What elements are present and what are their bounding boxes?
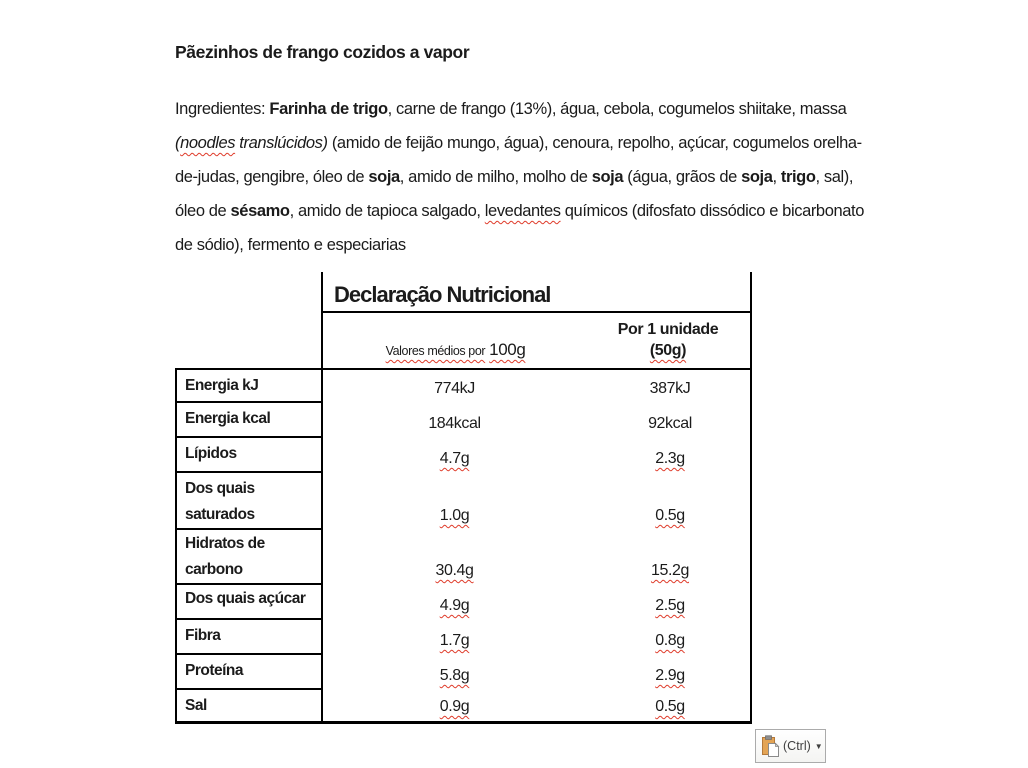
row-label: Fibra [175, 620, 321, 655]
row-label: Dos quais saturados [175, 473, 321, 530]
text-run: , carne de frango (13%), água, cebola, cogumelos shiitake, massa [387, 100, 847, 118]
table-row [175, 473, 752, 528]
text-run: , amido de tapioca salgado, [289, 202, 485, 220]
row-label: Hidratos de carbono [175, 528, 321, 585]
value-per-unit: 15.2g [650, 562, 690, 579]
clipboard-paste-icon [761, 735, 780, 758]
paste-options-label: (Ctrl) [783, 739, 811, 753]
table-row [175, 690, 752, 721]
table-row [175, 655, 752, 690]
text-run: soja [368, 168, 400, 186]
value-per-unit: 2.9g [655, 667, 685, 684]
text-run: químicos (difosfato dissódico e bicarbonato de sódio), fermento e especiarias [175, 202, 865, 254]
table-row [175, 583, 752, 620]
column-header-per-unit [588, 315, 748, 366]
per-unit-line1: Por 1 unidade [617, 321, 719, 338]
text-run: , sal), óleo de [175, 168, 854, 220]
row-label: Proteína [175, 655, 321, 690]
text-run: trigo [780, 168, 816, 186]
text-run: translúcidos) [235, 134, 328, 152]
column-header-per-100g [323, 315, 588, 366]
text-run: levedantes [484, 202, 561, 220]
row-label: Sal [175, 690, 321, 721]
page-title: Pãezinhos de frango cozidos a vapor [175, 42, 470, 62]
text-run: noodles [180, 134, 236, 152]
table-row [175, 528, 752, 583]
value-per-unit: 387kJ [649, 380, 691, 397]
value-per-100g: 184kcal [428, 415, 481, 432]
row-label: Dos quais açúcar [175, 583, 321, 620]
table-row [175, 438, 752, 473]
text-run: sésamo [230, 202, 290, 220]
text-run: soja [591, 168, 624, 186]
text-run: (amido de feijão mungo, água), cenoura, repolho, açúcar, cogumelos orelha-de-judas, gengibre, óleo de [175, 134, 862, 186]
text-run: , [772, 168, 781, 186]
per-100g-amount: 100g [489, 340, 526, 359]
text-run: Farinha de trigo [269, 100, 388, 118]
table-row [175, 620, 752, 655]
table-row [175, 370, 752, 403]
table-body [175, 368, 752, 724]
text-run: (água, grãos de [623, 168, 742, 186]
value-per-100g: 4.9g [439, 597, 470, 614]
value-per-100g: 1.0g [439, 507, 470, 524]
text-run: Ingredientes: [175, 100, 270, 118]
paste-options-button[interactable] [755, 729, 826, 763]
text-run: ( [175, 134, 181, 152]
dropdown-arrow-icon[interactable]: ▼ [814, 741, 823, 751]
row-label: Energia kJ [175, 370, 321, 403]
value-per-100g: 5.8g [439, 667, 470, 684]
table-title: Declaração Nutricional [323, 272, 750, 313]
value-per-unit: 0.5g [655, 507, 685, 524]
table-column-headers [323, 315, 750, 366]
table-row [175, 403, 752, 438]
value-per-unit: 2.5g [655, 597, 685, 614]
value-per-100g: 0.9g [439, 698, 470, 715]
per-unit-line2: (50g) [649, 342, 687, 359]
value-per-100g: 30.4g [435, 562, 474, 579]
value-per-unit: 0.5g [655, 698, 685, 715]
value-per-100g: 1.7g [439, 632, 470, 649]
value-per-unit: 0.8g [655, 632, 685, 649]
row-label: Energia kcal [175, 403, 321, 438]
value-per-100g: 4.7g [439, 450, 470, 467]
text-run: soja [741, 168, 773, 186]
row-label: Lípidos [175, 438, 321, 473]
nutrition-table [175, 272, 752, 724]
value-per-unit: 92kcal [648, 415, 692, 432]
text-run: , amido de milho, molho de [399, 168, 592, 186]
per-100g-prefix: Valores médios por [385, 344, 486, 358]
value-per-unit: 2.3g [655, 450, 685, 467]
value-per-100g: 774kJ [434, 380, 475, 397]
ingredients-paragraph[interactable] [175, 92, 869, 262]
